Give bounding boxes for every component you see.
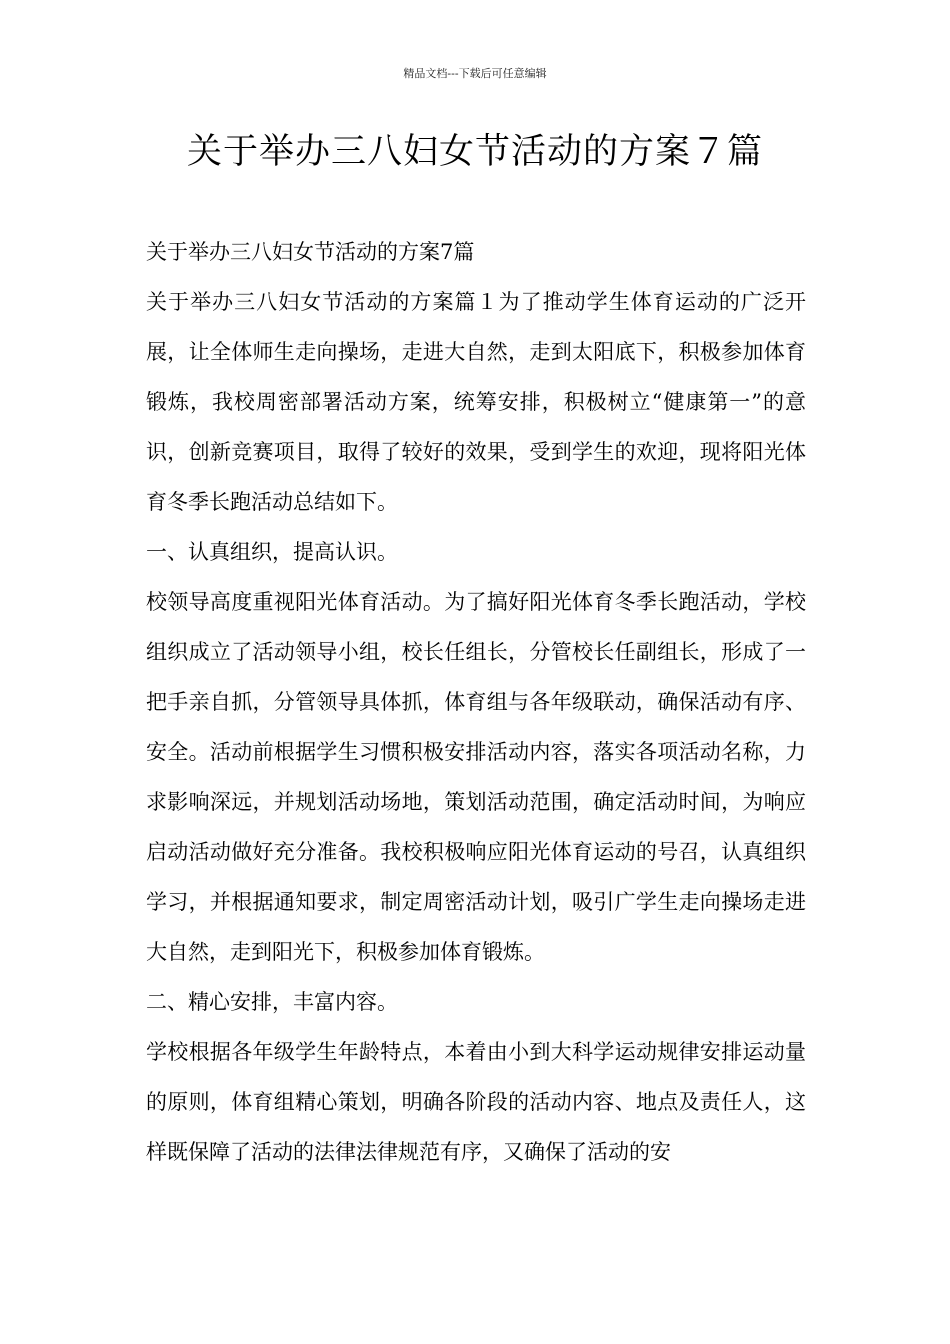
paragraph-subtitle: 关于举办三八妇女节活动的方案7篇 [146,240,475,264]
section-heading-2: 二、精心安排，丰富内容。 [146,990,398,1014]
paragraph-section-1: 校领导高度重视阳光体育活动。为了搞好阳光体育冬季长跑活动，学校组织成立了活动领导小组，校长任组长，分管校长任副组长，形成了一把手亲自抓，分管领导具体抓，体育组与各年级联动，确保活动有序、安全。活动前根据学生习惯积极安排活动内容，落实各项活动名称，力求影响深远，并规划活动场地，策划活动范围，确定活动时间，为响应启动活动做好充分准备。我校积极响应阳光体育运动的号召，认真组织学习，并根据通知要求，制定周密活动计划，吸引广学生走向操场走进大自然，走到阳光下，积极参加体育锻炼。 [146,590,806,964]
document-title: 关于举办三八妇女节活动的方案７篇 [186,132,763,172]
paragraph-intro: 关于举办三八妇女节活动的方案篇１为了推动学生体育运动的广泛开展，让全体师生走向操场，走进大自然，走到太阳底下，积极参加体育锻炼，我校周密部署活动方案，统筹安排，积极树立“健康第一”的意识，创新竞赛项目，取得了较好的效果，受到学生的欢迎，现将阳光体育冬季长跑活动总结如下。 [146,290,806,514]
header-note: 精品文档---下载后可任意编辑 [403,67,547,80]
paragraph-section-2: 学校根据各年级学生年龄特点，本着由小到大科学运动规律安排运动量的原则，体育组精心策划，明确各阶段的活动内容、地点及责任人，这样既保障了活动的法律法律规范有序，又确保了活动的安 [146,1040,806,1164]
section-heading-1: 一、认真组织，提高认识。 [146,540,398,564]
document-body [146,227,806,1177]
